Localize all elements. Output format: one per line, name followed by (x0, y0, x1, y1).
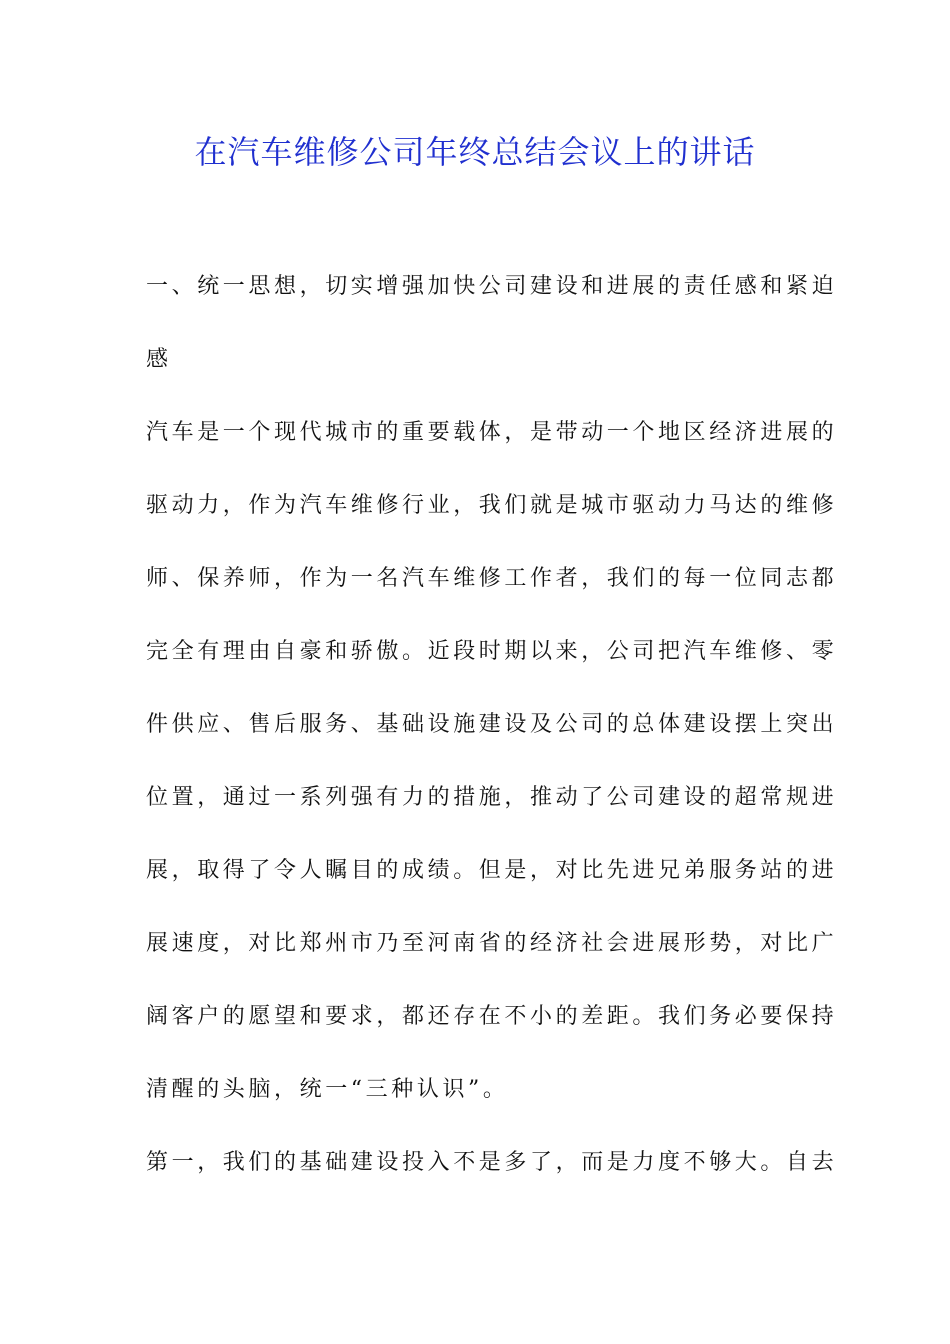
paragraph-1-line-10: 清醒的头脑，统一“三种认识”。 (146, 1077, 509, 1102)
paragraph-1-line-1: 汽车是一个现代城市的重要载体，是带动一个地区经济进展的 (146, 420, 838, 445)
paragraph-1-line-8: 展速度，对比郑州市乃至河南省的经济社会进展形势，对比广 (146, 931, 838, 956)
paragraph-1-line-7: 展，取得了令人瞩目的成绩。但是，对比先进兄弟服务站的进 (146, 858, 838, 883)
paragraph-2-line-1: 第一，我们的基础建设投入不是多了，而是力度不够大。自去 (146, 1150, 838, 1175)
paragraph-1-line-6: 位置，通过一系列强有力的措施，推动了公司建设的超常规进 (146, 785, 838, 810)
paragraph-1-line-9: 阔客户的愿望和要求，都还存在不小的差距。我们务必要保持 (146, 1004, 838, 1029)
section-heading (146, 250, 838, 1199)
paragraph-1-line-5: 件供应、售后服务、基础设施建设及公司的总体建设摆上突出 (146, 712, 838, 737)
paragraph-1-line-2: 驱动力，作为汽车维修行业，我们就是城市驱动力马达的维修 (146, 493, 838, 518)
paragraph-1-line-4: 完全有理由自豪和骄傲。近段时期以来，公司把汽车维修、零 (146, 639, 838, 664)
section-heading-line-1: 一、统一思想，切实增强加快公司建设和进展的责任感和紧迫 (146, 274, 838, 299)
section-heading-line-2: 感 (146, 347, 172, 372)
paragraph-1-line-3: 师、保养师，作为一名汽车维修工作者，我们的每一位同志都 (146, 566, 838, 591)
document-title: 在汽车维修公司年终总结会议上的讲话 (194, 133, 756, 171)
